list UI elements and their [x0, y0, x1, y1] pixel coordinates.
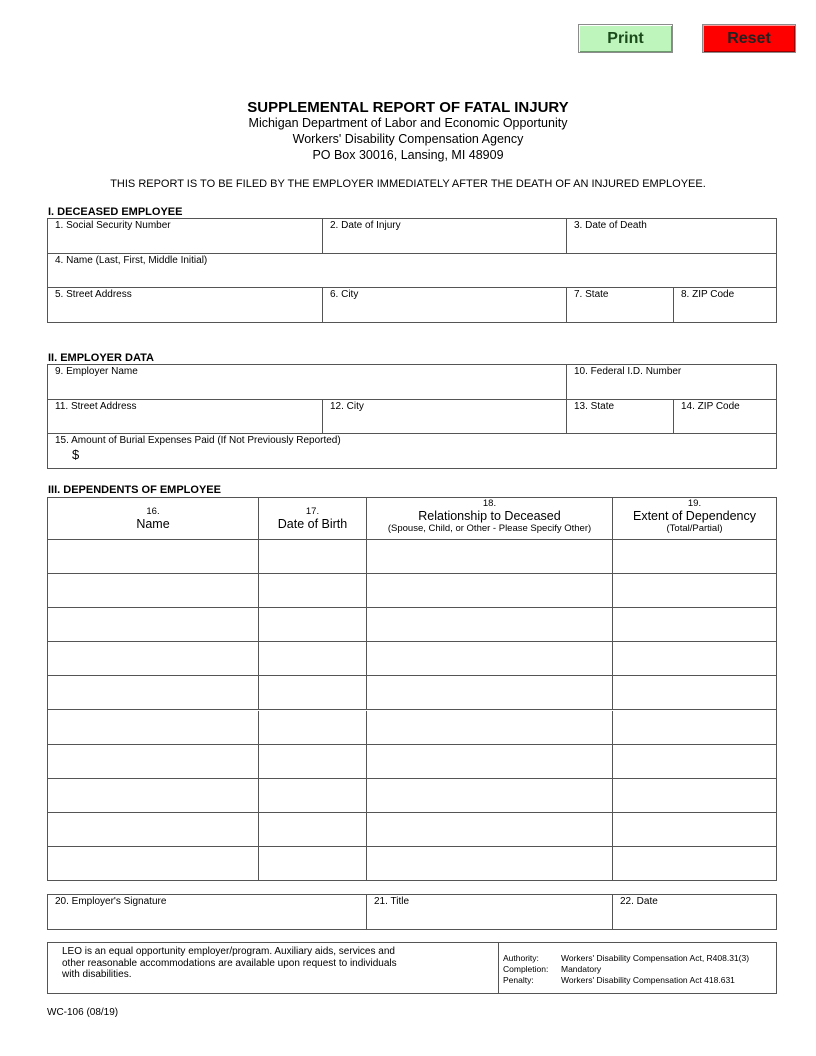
- deceased-name-label: 4. Name (Last, First, Middle Initial): [55, 255, 208, 266]
- dependent-name-cell[interactable]: [48, 711, 259, 745]
- dependent-relationship-header: [367, 498, 613, 540]
- dependent-dob-cell[interactable]: [259, 642, 367, 676]
- dependent-dob-cell[interactable]: [259, 813, 367, 847]
- dependent-dob-cell[interactable]: [259, 745, 367, 779]
- dependent-relationship-cell[interactable]: [367, 779, 613, 813]
- print-button[interactable]: Print: [578, 24, 673, 53]
- dependent-name-cell[interactable]: [48, 676, 259, 710]
- dependent-relationship-cell[interactable]: [367, 745, 613, 779]
- column-number: 17.: [305, 506, 320, 517]
- dependent-name-cell[interactable]: [48, 642, 259, 676]
- deceased-city-field[interactable]: [323, 288, 567, 322]
- dependent-name-cell[interactable]: [48, 540, 259, 574]
- employer-state-field[interactable]: [567, 400, 674, 434]
- completion-value: Mandatory: [561, 964, 602, 974]
- employer-state-label: 13. State: [574, 401, 615, 412]
- employer-zip-label: 14. ZIP Code: [681, 401, 740, 412]
- dependent-dob-cell[interactable]: [259, 676, 367, 710]
- dependent-name-header: [48, 498, 259, 540]
- dependent-relationship-cell[interactable]: [367, 711, 613, 745]
- dollar-sign: $: [72, 447, 80, 462]
- ssn-label: 1. Social Security Number: [55, 220, 171, 231]
- dependent-relationship-cell[interactable]: [367, 676, 613, 710]
- deceased-zip-label: 8. ZIP Code: [681, 289, 735, 300]
- dependent-extent-cell[interactable]: [613, 642, 776, 676]
- employer-signature-label: 20. Employer's Signature: [55, 896, 167, 907]
- dependent-extent-cell[interactable]: [613, 676, 776, 710]
- section-deceased-employee-heading: I. DECEASED EMPLOYEE: [48, 206, 183, 218]
- agency-line-1: Michigan Department of Labor and Economic Opportunity: [248, 116, 568, 130]
- dependent-extent-header: [613, 498, 776, 540]
- column-number: 19.: [687, 498, 702, 509]
- column-title: Name: [136, 517, 170, 531]
- form-title: SUPPLEMENTAL REPORT OF FATAL INJURY: [247, 99, 569, 116]
- penalty-label: Penalty:: [503, 975, 534, 985]
- dependent-dob-header: [259, 498, 367, 540]
- deceased-employee-box: [47, 218, 777, 323]
- dependent-name-cell[interactable]: [48, 608, 259, 642]
- deceased-state-label: 7. State: [574, 289, 609, 300]
- dependent-extent-cell[interactable]: [613, 779, 776, 813]
- penalty-row: [503, 975, 735, 985]
- signature-date-label: 22. Date: [620, 896, 658, 907]
- column-number: 18.: [482, 498, 497, 509]
- federal-id-label: 10. Federal I.D. Number: [574, 366, 682, 377]
- burial-expenses-label: 15. Amount of Burial Expenses Paid (If Not Previously Reported): [55, 435, 341, 446]
- dependent-extent-cell[interactable]: [613, 847, 776, 881]
- agency-line-2: Workers' Disability Compensation Agency: [292, 132, 524, 146]
- employer-city-label: 12. City: [330, 401, 364, 412]
- dependent-dob-cell[interactable]: [259, 847, 367, 881]
- date-of-injury-label: 2. Date of Injury: [330, 220, 401, 231]
- dependent-relationship-cell[interactable]: [367, 574, 613, 608]
- dependent-dob-cell[interactable]: [259, 574, 367, 608]
- dependent-extent-cell[interactable]: [613, 745, 776, 779]
- dependent-name-cell[interactable]: [48, 847, 259, 881]
- dependent-extent-cell[interactable]: [613, 711, 776, 745]
- authority-label: Authority:: [503, 953, 539, 963]
- deceased-state-field[interactable]: [567, 288, 674, 322]
- filing-instruction: THIS REPORT IS TO BE FILED BY THE EMPLOYER IMMEDIATELY AFTER THE DEATH OF AN INJURED EMPLOYEE.: [110, 178, 706, 190]
- employer-data-box: [47, 364, 777, 469]
- date-of-injury-field[interactable]: [323, 219, 567, 254]
- reset-button[interactable]: Reset: [702, 24, 796, 53]
- deceased-street-field[interactable]: [48, 288, 323, 322]
- employer-name-field[interactable]: [48, 365, 567, 400]
- dependent-relationship-cell[interactable]: [367, 642, 613, 676]
- employer-street-field[interactable]: [48, 400, 323, 434]
- dependent-relationship-cell[interactable]: [367, 847, 613, 881]
- notice-line-1: LEO is an equal opportunity employer/program. Auxiliary aids, services and: [62, 946, 395, 957]
- burial-expenses-field[interactable]: [48, 434, 776, 468]
- footer-divider: [498, 943, 499, 993]
- date-of-death-field[interactable]: [567, 219, 776, 254]
- form-number: WC-106 (08/19): [47, 1007, 119, 1018]
- deceased-city-label: 6. City: [330, 289, 359, 300]
- employer-zip-field[interactable]: [674, 400, 776, 434]
- dependent-extent-cell[interactable]: [613, 574, 776, 608]
- footer-box: [47, 942, 777, 994]
- authority-row: [503, 953, 749, 963]
- dependent-dob-cell[interactable]: [259, 711, 367, 745]
- employer-name-label: 9. Employer Name: [55, 366, 138, 377]
- completion-row: [503, 964, 601, 974]
- dependent-extent-cell[interactable]: [613, 540, 776, 574]
- ssn-field[interactable]: [48, 219, 323, 254]
- employer-city-field[interactable]: [323, 400, 567, 434]
- dependent-relationship-cell[interactable]: [367, 540, 613, 574]
- column-title: Relationship to Deceased: [418, 509, 561, 523]
- federal-id-field[interactable]: [567, 365, 776, 400]
- deceased-name-field[interactable]: [48, 254, 776, 288]
- dependent-relationship-cell[interactable]: [367, 813, 613, 847]
- equal-opportunity-notice: [62, 946, 397, 981]
- dependent-extent-cell[interactable]: [613, 608, 776, 642]
- dependent-name-cell[interactable]: [48, 813, 259, 847]
- authority-value: Workers' Disability Compensation Act, R408.31(3): [561, 953, 750, 963]
- deceased-street-label: 5. Street Address: [55, 289, 132, 300]
- signer-title-field[interactable]: [367, 895, 613, 929]
- date-of-death-label: 3. Date of Death: [574, 220, 647, 231]
- deceased-zip-field[interactable]: [674, 288, 776, 322]
- section-dependents-heading: III. DEPENDENTS OF EMPLOYEE: [48, 484, 221, 496]
- column-title: Date of Birth: [277, 517, 348, 531]
- section-employer-data-heading: II. EMPLOYER DATA: [48, 352, 154, 364]
- column-title: Extent of Dependency: [633, 509, 756, 523]
- dependent-dob-cell[interactable]: [259, 608, 367, 642]
- agency-address: PO Box 30016, Lansing, MI 48909: [312, 148, 504, 162]
- column-subtitle: (Spouse, Child, or Other - Please Specify Other): [387, 523, 592, 534]
- dependent-extent-cell[interactable]: [613, 813, 776, 847]
- dependent-dob-cell[interactable]: [259, 540, 367, 574]
- notice-line-2: other reasonable accommodations are available upon request to individuals: [62, 957, 397, 969]
- dependent-name-cell[interactable]: [48, 574, 259, 608]
- signature-date-field[interactable]: [613, 895, 776, 929]
- signer-title-label: 21. Title: [374, 896, 410, 907]
- penalty-value: Workers' Disability Compensation Act 418.631: [561, 975, 735, 985]
- column-number: 16.: [146, 506, 160, 517]
- notice-line-3: with disabilities.: [62, 969, 132, 980]
- signature-box: [47, 894, 777, 930]
- employer-signature-field[interactable]: [48, 895, 367, 929]
- employer-street-label: 11. Street Address: [55, 401, 137, 412]
- dependent-name-cell[interactable]: [48, 779, 259, 813]
- column-subtitle: (Total/Partial): [666, 523, 723, 534]
- dependent-relationship-cell[interactable]: [367, 608, 613, 642]
- dependents-table: [47, 497, 777, 881]
- dependent-dob-cell[interactable]: [259, 779, 367, 813]
- dependent-name-cell[interactable]: [48, 745, 259, 779]
- completion-label: Completion:: [503, 964, 549, 974]
